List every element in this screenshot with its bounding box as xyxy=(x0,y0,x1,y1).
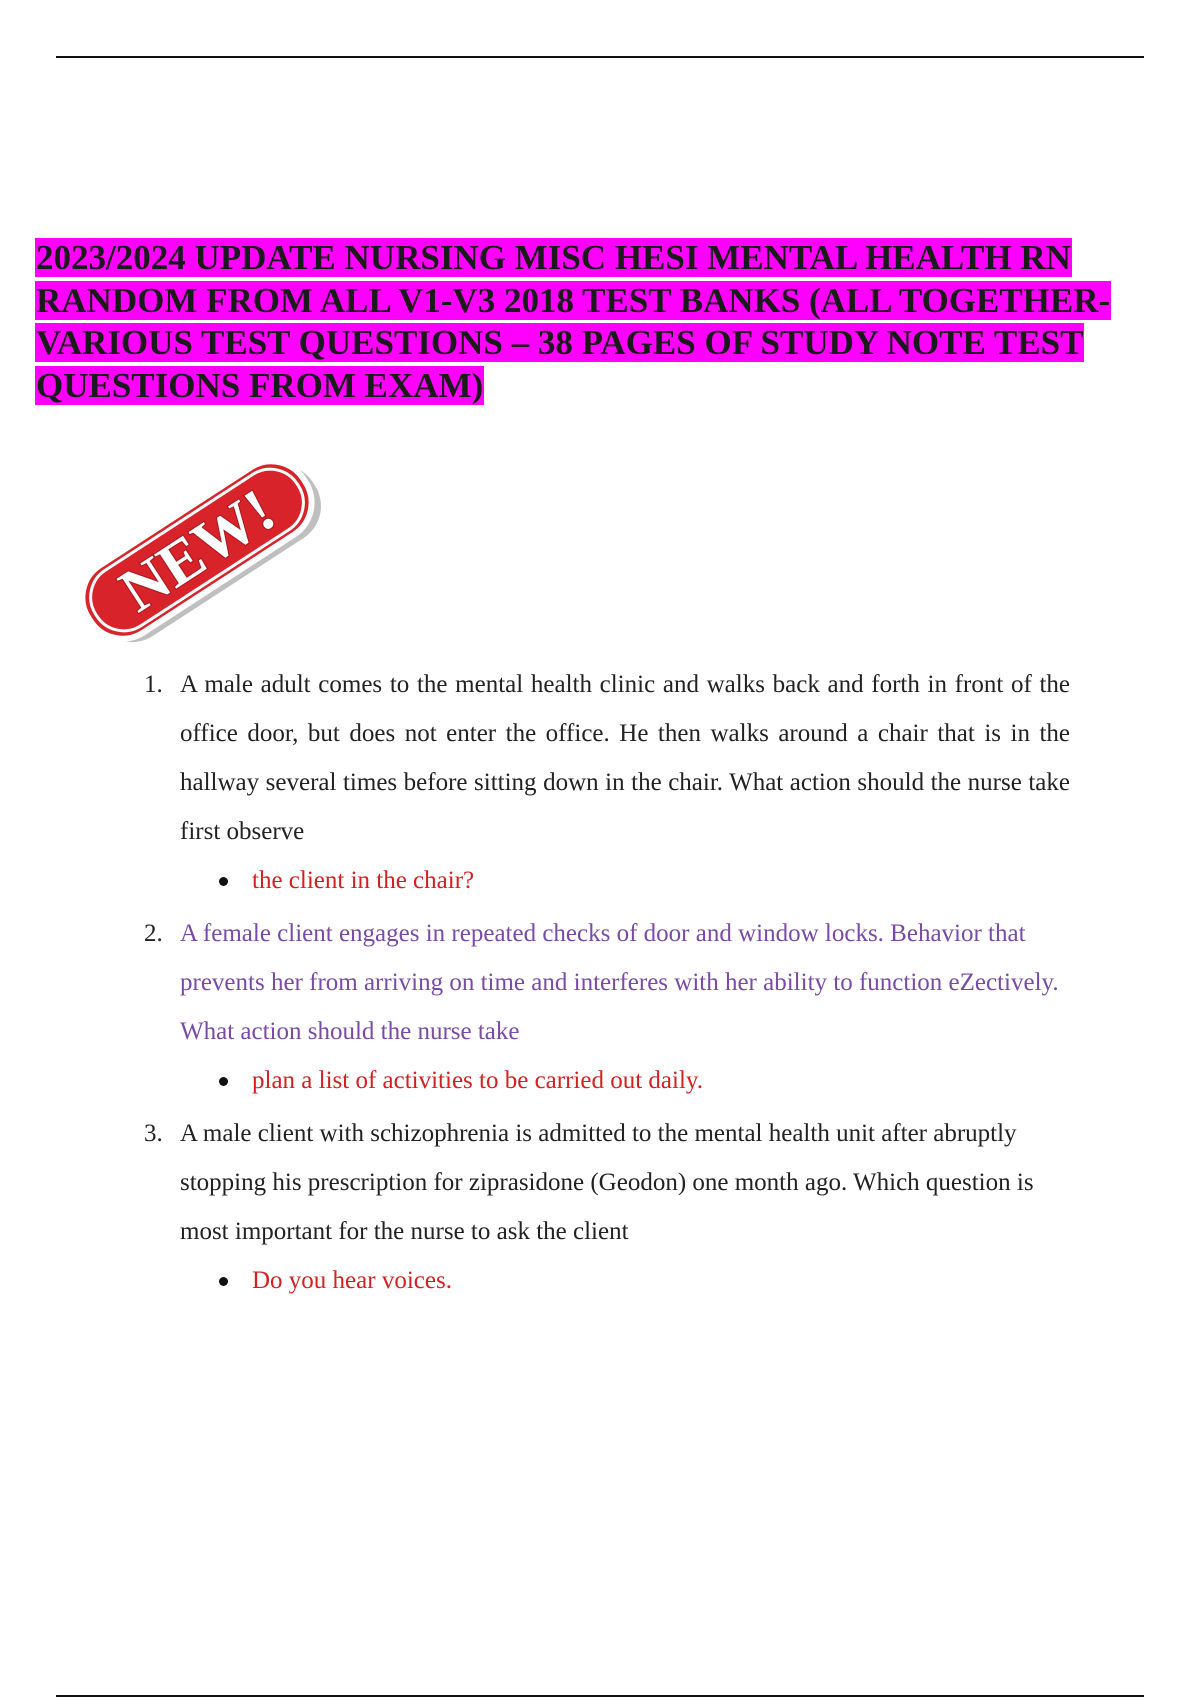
answer-text: the client in the chair? xyxy=(252,867,475,894)
document-title xyxy=(35,237,1160,407)
answer-item xyxy=(180,1256,1070,1305)
new-badge-icon xyxy=(52,438,342,658)
question-item xyxy=(140,909,1070,1105)
question-stem: A female client engages in repeated checks of door and window locks. Behavior that prevents her from arriving on time and interferes with her ability to function eZectively. What action should the nurse take xyxy=(180,920,1059,1045)
top-rule xyxy=(56,56,1144,58)
title-highlight: 2023/2024 UPDATE NURSING MISC HESI MENTAL HEALTH RN RANDOM FROM ALL V1-V3 2018 TEST BANKS (ALL TOGETHER-VARIOUS TEST QUESTIONS – 38 PAGES OF STUDY NOTE TEST QUESTIONS FROM EXAM) xyxy=(36,238,1111,405)
bullet-icon xyxy=(219,877,228,886)
question-stem: A male client with schizophrenia is admitted to the mental health unit after abruptly stopping his prescription for ziprasidone (Geodon) one month ago. Which question is most important for the nurse to ask the client xyxy=(180,1120,1034,1245)
answer-item xyxy=(180,1056,1070,1105)
question-stem: A male adult comes to the mental health clinic and walks back and forth in front of the office door, but does not enter the office. He then walks around a chair that is in the hallway several times before sitting down in the chair. What action should the nurse take first observe xyxy=(180,671,1070,845)
bullet-icon xyxy=(219,1077,228,1086)
question-list xyxy=(140,660,1070,1309)
question-item xyxy=(140,660,1070,905)
question-number: 2. xyxy=(144,920,163,947)
badge-text: NEW! xyxy=(108,476,287,626)
answer-text: Do you hear voices. xyxy=(252,1267,452,1294)
bottom-rule xyxy=(56,1695,1144,1697)
answer-item xyxy=(180,856,1070,905)
bullet-icon xyxy=(219,1277,228,1286)
question-item xyxy=(140,1109,1070,1305)
question-number: 3. xyxy=(144,1120,163,1147)
answer-text: plan a list of activities to be carried out daily. xyxy=(252,1067,704,1094)
question-number: 1. xyxy=(144,671,163,698)
